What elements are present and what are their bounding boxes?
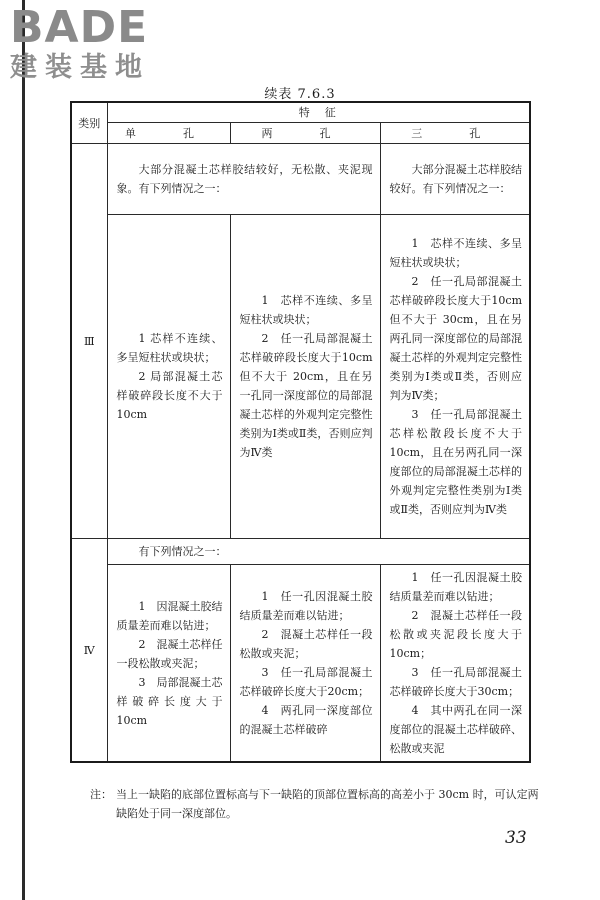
list-item: 3 任一孔局部混凝土芯样破碎长度大于30cm； [389,666,522,698]
category-iii: Ⅲ [71,144,107,539]
list-item: 1 任一孔因混凝土胶结质量差而难以钻进； [389,571,522,603]
list-item: 2 混凝土芯样任一段松散或夹泥段长度大于10cm； [389,609,522,660]
table-note [90,785,540,823]
row4-triple-cell [380,565,530,763]
list-item: 3 任一孔局部混凝土芯样松散段长度不大于10cm，且在另两孔同一深度部位的局部混凝土芯样的外观判定完整性类别为Ⅰ类或Ⅱ类，否则应判为Ⅳ类 [389,408,522,516]
list-item: 3 任一孔局部混凝土芯样破碎长度大于20cm； [239,666,373,698]
note-label: 注： [90,788,112,801]
row4-intro-text: 有下列情况之一： [138,545,227,558]
header-double-hole: 两 孔 [230,123,380,144]
list-item: 4 其中两孔在同一深度部位的混凝土芯样破碎、松散或夹泥 [389,704,522,755]
header-triple-hole: 三 孔 [380,123,530,144]
list-item: 2 任一孔局部混凝土芯样破碎段长度大于10cm 但不大于 20cm，且在另一孔同一深度部位的局部混凝土芯样的外观判定完整性类别为Ⅰ类或Ⅱ类，否则应判为Ⅳ类 [239,332,373,459]
list-item: 2 任一孔局部混凝土芯样破碎段长度大于10cm 但不大于 30cm，且在另两孔同一深度部位的局部混凝土芯样的外观判定完整性类别为Ⅰ类或Ⅱ类，否则应判为Ⅳ类； [389,275,522,402]
logo [10,4,180,90]
list-item: 2 混凝土芯样任一段松散或夹泥； [116,637,223,670]
row3-intro [107,144,380,215]
row3-single-cell [107,215,230,539]
integrity-table [70,101,531,763]
list-item: 2 局部混凝土芯样破碎段长度不大于10cm [116,370,223,421]
list-item: 1 任一孔因混凝土胶结质量差而难以钻进； [239,590,373,622]
list-item: 1 芯样不连续、多呈短柱状或块状； [239,294,373,326]
list-item: 4 两孔同一深度部位的混凝土芯样破碎 [239,704,373,736]
list-item: 1 芯样不连续、多呈短柱状或块状； [389,237,522,269]
row4-single-cell [107,565,230,763]
row3-intro-triple-text: 大部分混凝土芯样胶结较好。有下列情况之一： [389,163,522,195]
header-feature: 特 征 [107,102,530,123]
list-item: 1 因混凝土胶结质量差而难以钻进； [116,599,223,632]
list-item: 3 局部混凝土芯样破碎长度大于10cm [116,675,223,727]
row3-intro-triple [380,144,530,215]
category-iv: Ⅳ [71,539,107,763]
page-number: 33 [505,828,527,848]
note-text: 当上一缺陷的底部位置标高与下一缺陷的顶部位置标高的高差小于 30cm 时，可认定两缺陷处于同一深度部位。 [116,788,539,820]
table-title: 续表 7.6.3 [264,87,336,102]
binding-line [22,0,25,900]
row3-triple-cell [380,215,530,539]
row3-double-cell [230,215,380,539]
logo-chinese: 建装基地 [10,52,150,83]
row3-intro-text: 大部分混凝土芯样胶结较好，无松散、夹泥现象。有下列情况之一： [116,163,373,195]
list-item: 1 芯样不连续、多呈短柱状或块状； [116,332,223,364]
row4-intro [107,539,530,565]
logo-latin: BADE [10,2,149,53]
row4-double-cell [230,565,380,763]
list-item: 2 混凝土芯样任一段松散或夹泥； [239,628,373,660]
header-category: 类别 [71,102,107,144]
header-single-hole: 单 孔 [107,123,230,144]
